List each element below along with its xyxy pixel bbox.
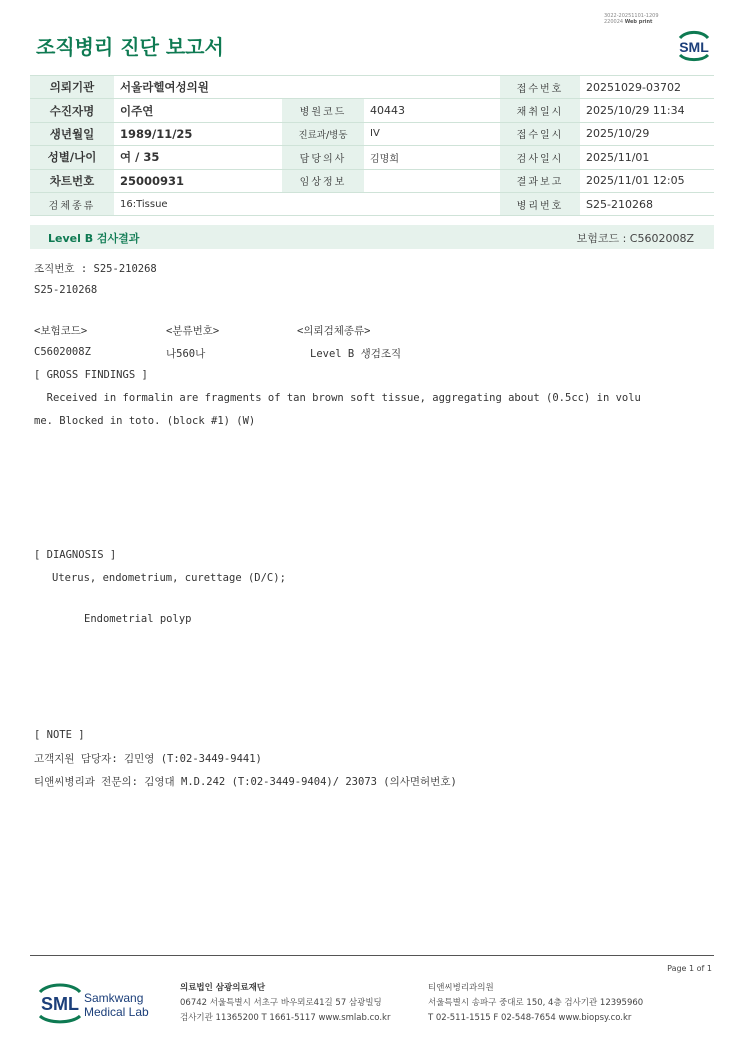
info-row xyxy=(30,169,714,192)
label-hospital-code: 병원코드 xyxy=(282,99,364,122)
patient-info-table xyxy=(30,75,714,216)
label-clinical-info: 임상정보 xyxy=(282,169,364,192)
result-header-bar xyxy=(30,225,714,249)
org2-name: 티앤씨병리과의원 xyxy=(428,983,494,993)
value-department-ward: IV xyxy=(364,122,500,145)
org1-name: 의료법인 삼광의료재단 xyxy=(180,983,266,993)
value-collection-datetime: 2025/10/29 11:34 xyxy=(580,99,714,122)
org1-contact: 검사기관 11365200 T 1661-5117 www.smlab.co.kr xyxy=(180,1013,391,1023)
print-code xyxy=(604,13,684,25)
specimen-type-value: Level B 생검조직 xyxy=(310,348,402,360)
diagnosis-site: Uterus, endometrium, curettage (D/C); xyxy=(52,572,286,584)
label-receipt-number: 접수번호 xyxy=(500,76,580,99)
info-row xyxy=(30,76,714,99)
label-chart-number: 차트번호 xyxy=(30,169,114,192)
diagnosis-heading: [ DIAGNOSIS ] xyxy=(34,549,117,561)
info-row xyxy=(30,99,714,122)
org1-address: 06742 서울특별시 서초구 바우뫼로41길 57 삼광빌딩 xyxy=(180,998,382,1008)
value-test-date: 2025/11/01 xyxy=(580,146,714,169)
value-clinical-info xyxy=(364,169,500,192)
note-support-contact: 고객지원 담당자: 김민영 (T:02-3449-9441) xyxy=(34,753,262,765)
org2-contact: T 02-511-1515 F 02-548-7654 www.biopsy.co.kr xyxy=(428,1013,632,1023)
insurance-code-label: 보험코드 : C5602008Z xyxy=(576,232,694,245)
samkwang-logo-subname: Medical Lab xyxy=(84,1005,149,1019)
value-pathology-number: S25-210268 xyxy=(580,192,714,215)
label-specimen-type: 검체종류 xyxy=(30,192,114,215)
samkwang-logo xyxy=(36,980,156,1026)
info-row xyxy=(30,192,714,215)
result-level-label: Level B 검사결과 xyxy=(48,232,140,245)
value-hospital-code: 40443 xyxy=(364,99,500,122)
note-heading: [ NOTE ] xyxy=(34,729,85,741)
value-patient-name: 이주연 xyxy=(114,99,282,122)
samkwang-logo-mark: SML xyxy=(41,994,79,1014)
value-requesting-clinic: 서울라헬여성의원 xyxy=(114,76,500,99)
insurance-code-value: C5602008Z xyxy=(34,346,91,358)
page-number: Page 1 of 1 xyxy=(667,964,712,973)
value-result-report: 2025/11/01 12:05 xyxy=(580,169,714,192)
value-receipt-date: 2025/10/29 xyxy=(580,122,714,145)
label-patient-name: 수진자명 xyxy=(30,99,114,122)
gross-findings-heading: [ GROSS FINDINGS ] xyxy=(34,369,148,381)
page-title: 조직병리 진단 보고서 xyxy=(36,35,224,59)
footer-org-samkwang xyxy=(180,981,390,1026)
label-requesting-clinic: 의뢰기관 xyxy=(30,76,114,99)
print-code-line-2: 220024 xyxy=(604,19,624,25)
label-attending-doctor: 담당의사 xyxy=(282,146,364,169)
classification-heading: <분류번호> xyxy=(166,325,220,337)
specimen-type-heading: <의뢰검체종류> xyxy=(297,325,371,337)
value-specimen-type: 16:Tissue xyxy=(114,192,500,215)
value-sex-age: 여 / 35 xyxy=(114,146,282,169)
insurance-code-heading: <보험코드> xyxy=(34,325,88,337)
diagnosis-result: Endometrial polyp xyxy=(84,613,192,625)
sml-logo xyxy=(674,26,714,64)
web-print-label: Web print xyxy=(624,19,653,25)
note-pathologist: 티앤씨병리과 전문의: 김영대 M.D.242 (T:02-3449-9404)/ 23073 (의사면허번호) xyxy=(34,776,457,788)
gross-findings-line-1: Received in formalin are fragments of tan brown soft tissue, aggregating about (0.5cc) in volu xyxy=(34,392,641,404)
label-department-ward: 진료과/병동 xyxy=(282,122,364,145)
label-collection-datetime: 채취일시 xyxy=(500,99,580,122)
label-pathology-number: 병리번호 xyxy=(500,192,580,215)
label-sex-age: 성별/나이 xyxy=(30,146,114,169)
gross-findings-line-2: me. Blocked in toto. (block #1) (W) xyxy=(34,415,256,427)
value-receipt-number: 20251029-03702 xyxy=(580,76,714,99)
value-birth-date: 1989/11/25 xyxy=(114,122,282,145)
value-attending-doctor: 김명희 xyxy=(364,146,500,169)
value-chart-number: 25000931 xyxy=(114,169,282,192)
footer-divider xyxy=(30,955,714,956)
info-row xyxy=(30,146,714,169)
label-test-date: 검사일시 xyxy=(500,146,580,169)
tissue-number: 조직번호 : S25-210268 xyxy=(34,263,157,275)
sml-logo-text: SML xyxy=(679,39,709,55)
label-receipt-date: 접수일시 xyxy=(500,122,580,145)
samkwang-logo-name: Samkwang xyxy=(84,991,144,1005)
classification-value: 나560나 xyxy=(166,348,206,360)
org2-address: 서울특별시 송파구 중대로 150, 4층 검사기관 12395960 xyxy=(428,998,644,1008)
print-code-line-1: 3022-20251101-1209 xyxy=(604,13,659,19)
label-result-report: 결과보고 xyxy=(500,169,580,192)
footer-org-tnc xyxy=(428,981,643,1026)
label-birth-date: 생년월일 xyxy=(30,122,114,145)
tissue-number-repeat: S25-210268 xyxy=(34,284,98,296)
info-row xyxy=(30,122,714,145)
